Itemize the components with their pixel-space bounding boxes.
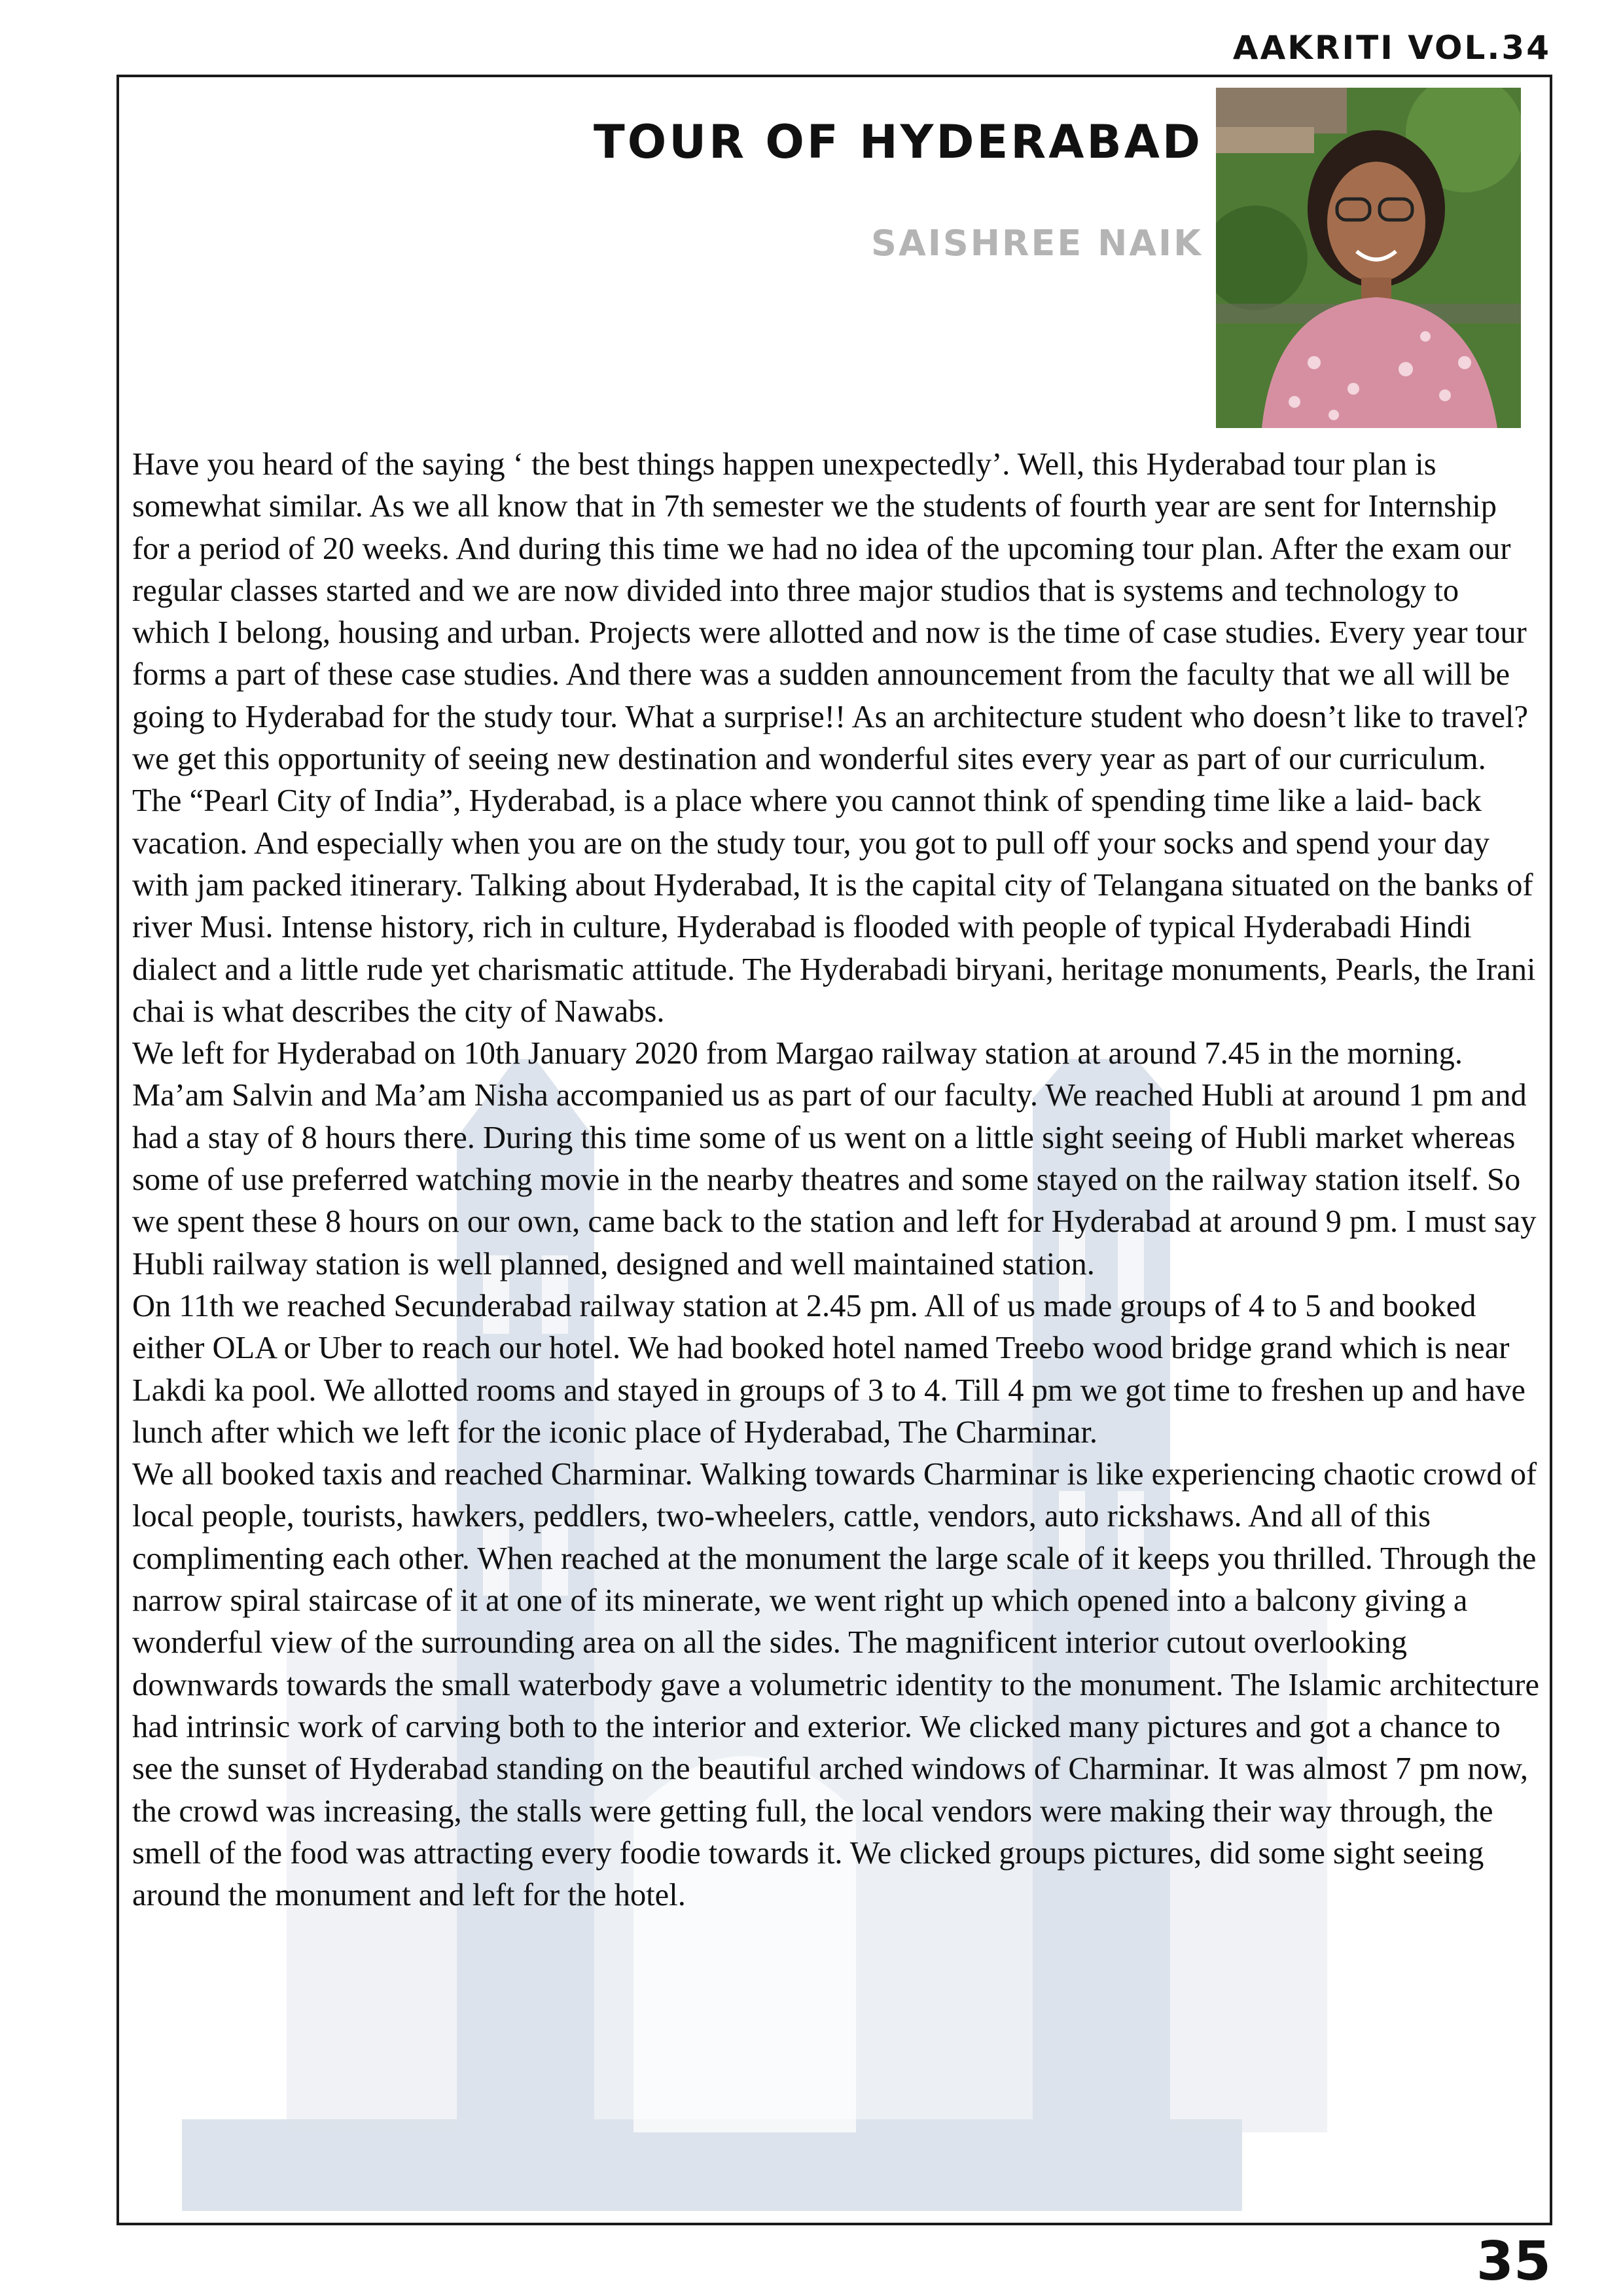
article-paragraph: We left for Hyderabad on 10th January 2020 from Margao railway station at around 7.45 in the morning. Ma’am Salvin and Ma’am Nisha accompanied us as part of our faculty. We reached Hubli at around 1 pm and had a stay of 8 hours there. During this time some of us went on a little sight seeing of Hubli market whereas some of use preferred watching movie in the nearby theatres and some stayed on the railway station itself. So we spent these 8 hours on our own, came back to the station and left for Hyderabad at around 9 pm. I must say Hubli railway station is well planned, designed and well maintained station. xyxy=(132,1036,1537,1282)
author-photo xyxy=(1216,88,1521,428)
publication-label: AAKRITI VOL.34 xyxy=(1232,29,1551,67)
article-title: TOUR OF HYDERABAD xyxy=(594,115,1203,169)
page-number: 35 xyxy=(1476,2231,1551,2293)
article-body xyxy=(132,444,1539,1916)
article-paragraph: The “Pearl City of India”, Hyderabad, is a place where you cannot think of spending time like a laid- back vacation. And especially when you are on the study tour, you got to pull off your socks and spend your day with jam packed itinerary. Talking about Hyderabad, It is the capital city of Telangana situated on the banks of river Musi. Intense history, rich in culture, Hyderabad is flooded with people of typical Hyderabadi Hindi dialect and a little rude yet charismatic attitude. The Hyderabadi biryani, heritage monuments, Pearls, the Irani chai is what describes the city of Nawabs. xyxy=(132,783,1536,1029)
article-paragraph: On 11th we reached Secunderabad railway station at 2.45 pm. All of us made groups of 4 to 5 and booked either OLA or Uber to reach our hotel. We had booked hotel named Treebo wood bridge grand which is near Lakdi ka pool. We allotted rooms and stayed in groups of 3 to 4. Till 4 pm we got time to freshen up and have lunch after which we left for the iconic place of Hyderabad, The Charminar. xyxy=(132,1288,1525,1450)
article-paragraph: We all booked taxis and reached Charminar. Walking towards Charminar is like experiencing chaotic crowd of local people, tourists, hawkers, peddlers, two-wheelers, cattle, vendors, auto rickshaws. And all of this complimenting each other. When reached at the monument the large scale of it keeps you thrilled. Through the narrow spiral staircase of it at one of its minerate, we went right up which opened into a balcony giving a wonderful view of the surrounding area on all the sides. The magnificent interior cutout overlooking downwards towards the small waterbody gave a volumetric identity to the monument. The Islamic architecture had intrinsic work of carving both to the interior and exterior. We clicked many pictures and got a chance to see the sunset of Hyderabad standing on the beautiful arched windows of Charminar. It was almost 7 pm now, the crowd was increasing, the stalls were getting full, the local vendors were making their way through, the smell of the food was attracting every foodie towards it. We clicked groups pictures, did some sight seeing around the monument and left for the hotel. xyxy=(132,1457,1539,1913)
article-paragraph: Have you heard of the saying ‘ the best things happen unexpectedly’. Well, this Hyderabad tour plan is somewhat similar. As we all know that in 7th semester we the students of fourth year are sent for Internship for a period of 20 weeks. And during this time we had no idea of the upcoming tour plan. After the exam our regular classes started and we are now divided into three major studios that is systems and technology to which I belong, housing and urban. Projects were allotted and now is the time of case studies. Every year tour forms a part of these case studies. And there was a sudden announcement from the faculty that we all will be going to Hyderabad for the study tour. What a surprise!! As an architecture student who doesn’t like to travel? we get this opportunity of seeing new destination and wonderful sites every year as part of our curriculum. xyxy=(132,447,1528,777)
author-name: SAISHREE NAIK xyxy=(871,223,1203,264)
article-frame xyxy=(116,75,1552,2225)
